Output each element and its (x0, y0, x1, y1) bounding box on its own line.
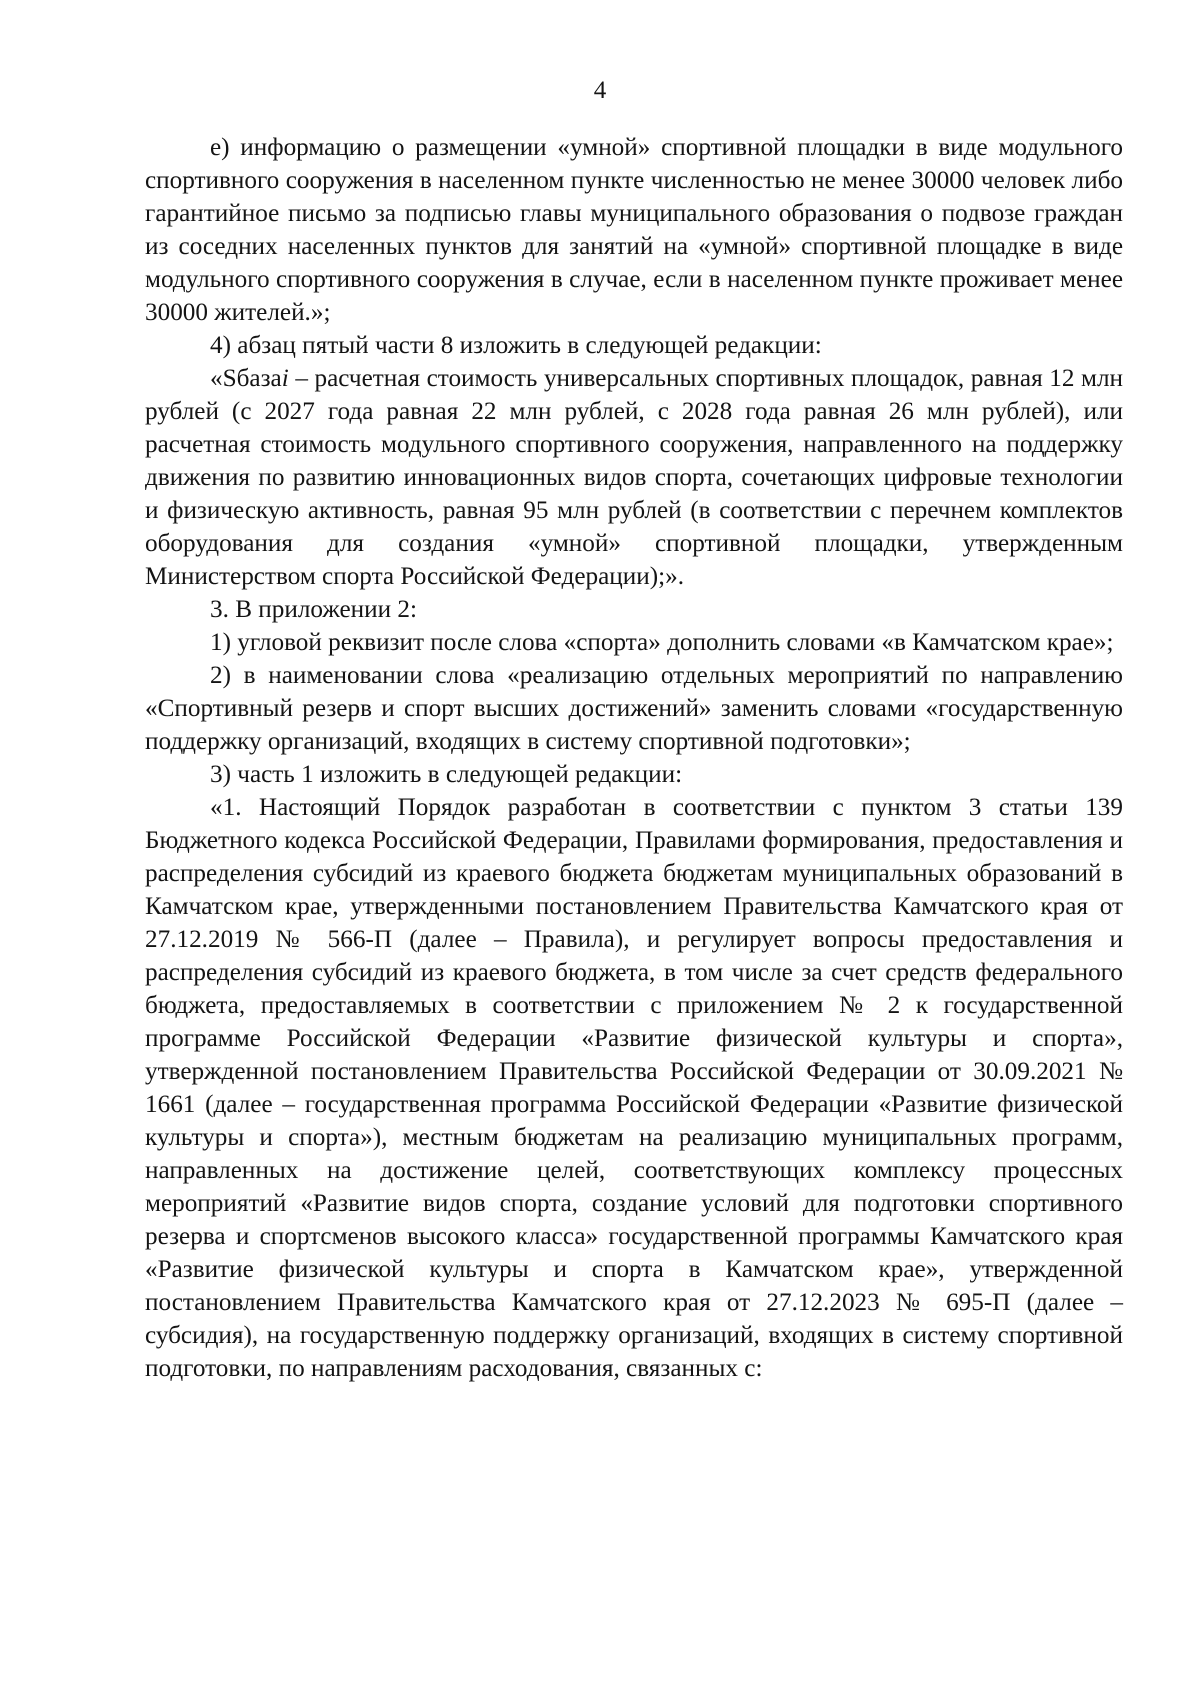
formula-rest: – расчетная стоимость универсальных спортивных площадок, равная 12 млн рублей (с 2027 года равная 22 млн рублей, с 2028 года равная 26 млн рублей), или расчетная стоимость модульного спортивного сооружения, направленного на поддержку движения по развитию инновационных видов спорта, сочетающих цифровые технологии и физическую активность, равная 95 млн рублей (в соответствии с перечнем комплектов оборудования для создания «умной» спортивной площадки, утвержденным Министерством спорта Российской Федерации);». (145, 365, 1123, 590)
paragraph-procedure-text: «1. Настоящий Порядок разработан в соответствии с пунктом 3 статьи 139 Бюджетного кодекса Российской Федерации, Правилами формирования, предоставления и распределения субсидий из краевого бюджета бюджетам муниципальных образований в Камчатском крае, утвержденными постановлением Правительства Камчатского края от 27.12.2019 № 566-П (далее – Правила), и регулирует вопросы предоставления и распределения субсидий из краевого бюджета, в том числе за счет средств федерального бюджета, предоставляемых в соответствии с приложением № 2 к государственной программе Российской Федерации «Развитие физической культуры и спорта», утвержденной постановлением Правительства Российской Федерации от 30.09.2021 № 1661 (далее – государственная программа Российской Федерации «Развитие физической культуры и спорта»), местным бюджетам на реализацию муниципальных программ, направленных на достижение целей, соответствующих комплексу процессных мероприятий «Развитие видов спорта, создание условий для подготовки спортивного резерва и спортсменов высокого класса» государственной программы Камчатского края «Развитие физической культуры и спорта в Камчатском крае», утвержденной постановлением Правительства Камчатского края от 27.12.2023 № 695-П (далее – субсидия), на государственную поддержку организаций, входящих в систему спортивной подготовки, по направлениям расходования, связанных с: (145, 794, 1123, 1382)
document-body (145, 131, 1123, 1385)
paragraph-sbase-definition (145, 362, 1123, 593)
page-number: 4 (593, 77, 607, 104)
paragraph-e-information: е) информацию о размещении «умной» спортивной площадки в виде модульного спортивного сооружения в населенном пункте численностью не менее 30000 человек либо гарантийное письмо за подписью главы муниципального образования о подвозе граждан из соседних населенных пунктов для занятий на «умной» спортивной площадке в виде модульного спортивного сооружения в случае, если в населенном пункте проживает менее 30000 жителей.»; (145, 134, 1123, 326)
paragraph-3-appendix-2: 3. В приложении 2: (210, 596, 417, 623)
paragraph-2-title-change: 2) в наименовании слова «реализацию отдельных мероприятий по направлению «Спортивный резерв и спорт высших достижений» заменить словами «государственную поддержку организаций, входящих в систему спортивной подготовки»; (145, 662, 1123, 755)
formula-subscript: i (281, 365, 289, 392)
paragraph-4-amendment: 4) абзац пятый части 8 изложить в следующей редакции: (210, 332, 822, 359)
paragraph-1-corner-requisite: 1) угловой реквизит после слова «спорта» дополнить словами «в Камчатском крае»; (210, 629, 1114, 656)
formula-prefix: «Sбаза (210, 365, 282, 392)
paragraph-3-part-1: 3) часть 1 изложить в следующей редакции: (210, 761, 683, 788)
